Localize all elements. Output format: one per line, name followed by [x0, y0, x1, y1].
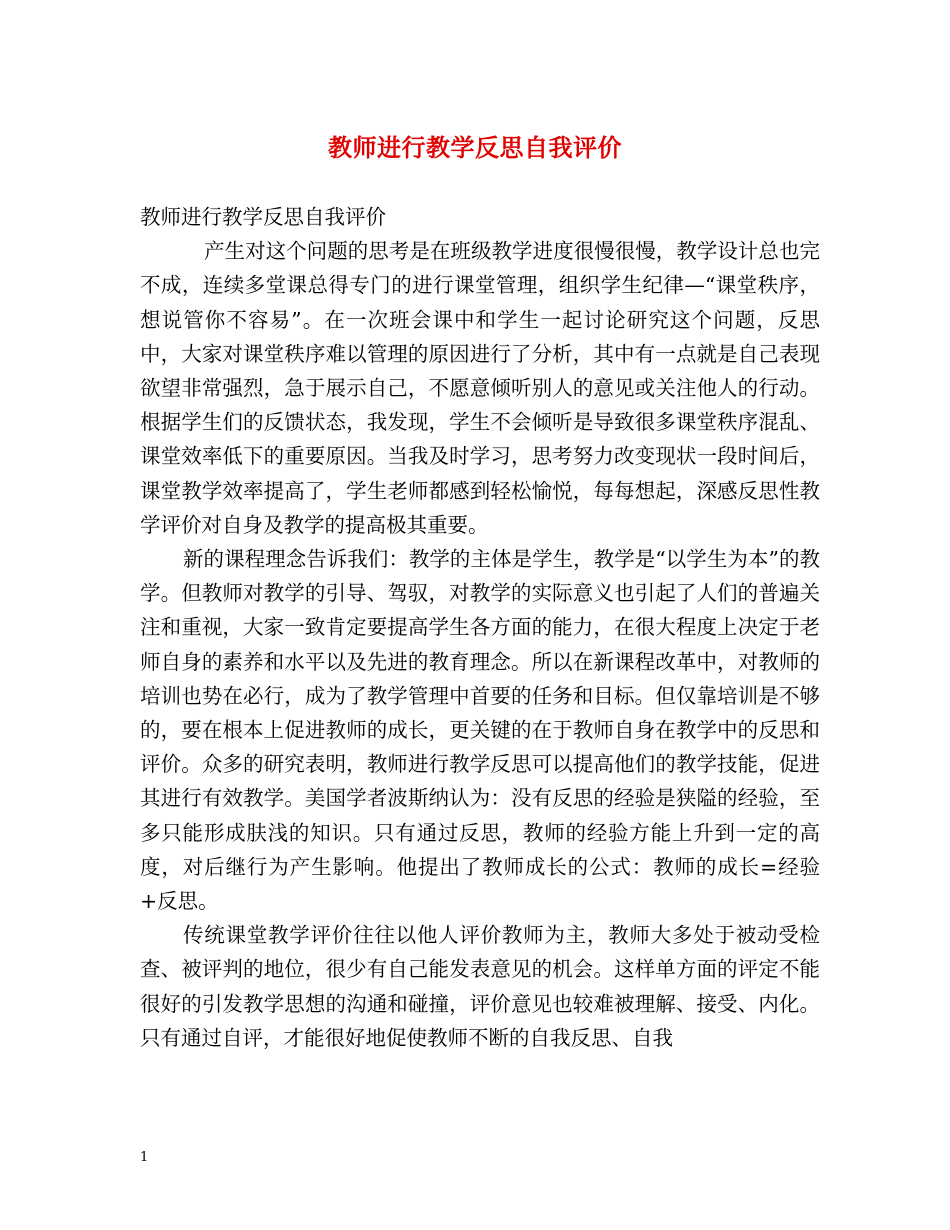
- paragraph-3: 传统课堂教学评价往往以他人评价教师为主，教师大多处于被动受检查、被评判的地位，很少有自己能发表意见的机会。这样单方面的评定不能很好的引发教学思想的沟通和碰撞，评价意见也较难被理解、接受、内化。只有通过自评，才能很好地促使教师不断的自我反思、自我: [140, 923, 820, 1050]
- paragraph-2: 新的课程理念告诉我们：教学的主体是学生，教学是“以学生为本”的教学。但教师对教学的引导、驾驭，对教学的实际意义也引起了人们的普遍关注和重视，大家一致肯定要提高学生各方面的能力，在很大程度上决定于老师自身的素养和水平以及先进的教育理念。所以在新课程改革中，对教师的培训也势在必行，成为了教学管理中首要的任务和目标。但仅靠培训是不够的，要在根本上促进教师的成长，更关键的在于教师自身在教学中的反思和评价。众多的研究表明，教师进行教学反思可以提高他们的教学技能，促进其进行有效教学。美国学者波斯纳认为：没有反思的经验是狭隘的经验，至多只能形成肤浅的知识。只有通过反思，教师的经验方能上升到一定的高度，对后继行为产生影响。他提出了教师成长的公式：教师的成长=经验+反思。: [140, 547, 820, 914]
- document-subtitle: 教师进行教学反思自我评价: [140, 205, 386, 229]
- paragraph-1: 产生对这个问题的思考是在班级教学进度很慢很慢，教学设计总也完不成，连续多堂课总得专门的进行课堂管理，组织学生纪律—“课堂秩序，想说管你不容易”。在一次班会课中和学生一起讨论研究这个问题，反思中，大家对课堂秩序难以管理的原因进行了分析，其中有一点就是自己表现欲望非常强烈，急于展示自己，不愿意倾听别人的意见或关注他人的行动。根据学生们的反馈状态，我发现，学生不会倾听是导致很多课堂秩序混乱、课堂效率低下的重要原因。当我及时学习，思考努力改变现状一段时间后，课堂教学效率提高了，学生老师都感到轻松愉悦，每每想起，深感反思性教学评价对自身及教学的提高极其重要。: [140, 239, 820, 537]
- document-body: [140, 200, 820, 1055]
- document-title: 教师进行教学反思自我评价: [328, 133, 622, 162]
- page-number: 1: [140, 1150, 149, 1165]
